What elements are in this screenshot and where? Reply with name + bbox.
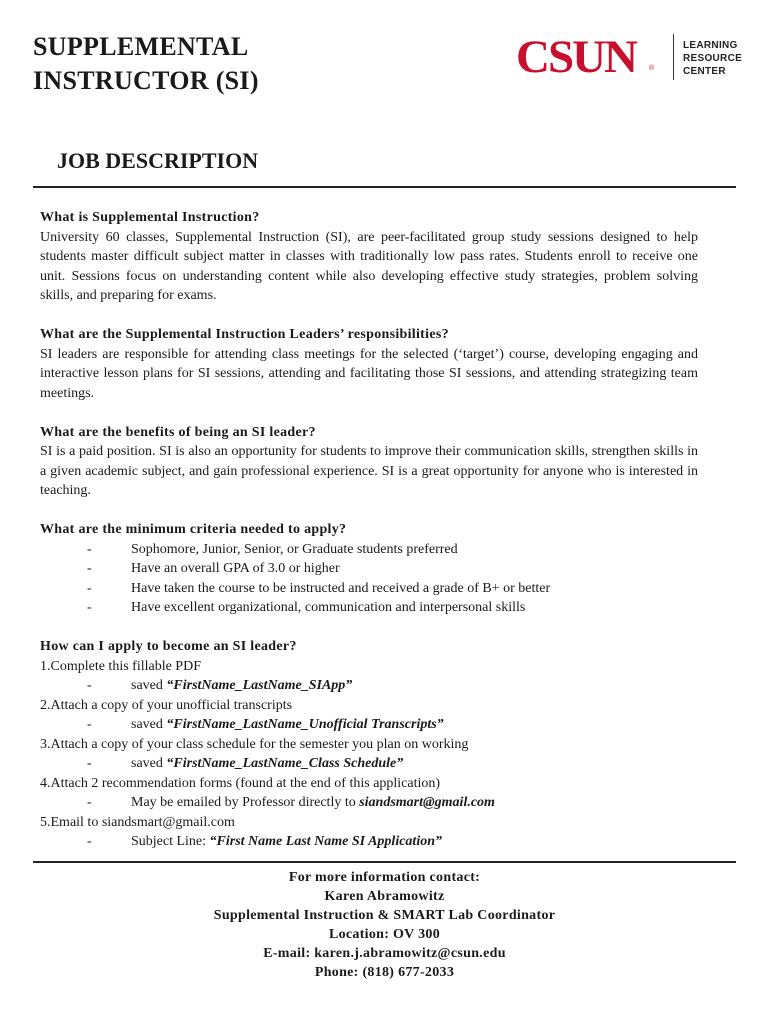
title-line-1: SUPPLEMENTAL <box>33 32 249 61</box>
dash-bullet: - <box>87 678 92 693</box>
what-is-section <box>40 208 698 306</box>
apply-step-detail <box>40 754 698 774</box>
apply-step-detail <box>40 715 698 735</box>
question-heading: What are the benefits of being an SI leader? <box>40 424 316 440</box>
logo-sub-line: CENTER <box>683 66 726 77</box>
logo-sub-line: RESOURCE <box>683 53 743 64</box>
list-item <box>40 579 698 599</box>
responsibilities-section <box>40 325 698 403</box>
email-link[interactable]: siandsmart@gmail.com <box>359 795 495 810</box>
job-description-body <box>40 208 698 871</box>
answer-paragraph: SI is a paid position. SI is also an opportunity for students to improve their communication skills, strengthen skills in a given academic subject, and gain professional experience. SI is a great opportunity for anyone who is interested in teaching. <box>40 444 698 498</box>
apply-step: 5.Email to siandsmart@gmail.com <box>40 814 235 830</box>
apply-step: 2.Attach a copy of your unofficial transcripts <box>40 697 293 713</box>
contact-heading: For more information contact: <box>288 870 481 885</box>
question-heading: What are the Supplemental Instruction Leaders’ responsibilities? <box>40 327 449 342</box>
apply-section <box>40 637 698 852</box>
logo-brand: CSUN <box>516 31 636 83</box>
answer-paragraph: University 60 classes, Supplemental Instruction (SI), are peer-facilitated group study sessions designed to help students master difficult subject matter in classes with traditionally low pass rates. Students enroll to receive one unit. Sessions focus on understanding content while also developing effective study strategies, problem solving skills, and preparing for exams. <box>40 229 698 303</box>
bottom-divider <box>33 861 736 863</box>
logo-divider <box>673 34 674 80</box>
contact-location: Location: OV 300 <box>328 927 441 942</box>
list-item <box>40 559 698 579</box>
question-heading: What is Supplemental Instruction? <box>40 210 260 225</box>
list-item-text: Have excellent organizational, communication and interpersonal skills <box>131 600 526 615</box>
contact-role: Supplemental Instruction & SMART Lab Coordinator <box>213 908 556 923</box>
dash-bullet: - <box>87 561 92 576</box>
logo-subtitle <box>683 39 742 78</box>
file-name: “FirstName_LastName_SIApp” <box>166 678 353 693</box>
detail-prefix: saved <box>131 756 167 771</box>
detail-prefix: saved <box>131 678 167 693</box>
contact-phone: Phone: (818) 677-2033 <box>314 965 455 980</box>
detail-prefix: Subject Line: <box>131 834 210 849</box>
dash-bullet: - <box>87 795 92 810</box>
list-item-text: Have an overall GPA of 3.0 or higher <box>131 561 340 576</box>
dash-bullet: - <box>87 756 92 771</box>
dash-bullet: - <box>87 717 92 732</box>
top-divider <box>33 186 736 188</box>
apply-step: 3.Attach a copy of your class schedule for the semester you plan on working <box>40 736 469 752</box>
dash-bullet: - <box>87 600 92 615</box>
apply-step-detail <box>40 793 698 813</box>
benefits-section <box>40 423 698 501</box>
file-name: “FirstName_LastName_Class Schedule” <box>166 756 404 771</box>
logo-registered-mark: ® <box>649 65 655 72</box>
contact-email[interactable]: E-mail: karen.j.abramowitz@csun.edu <box>263 946 506 961</box>
criteria-list <box>40 540 698 618</box>
answer-paragraph: SI leaders are responsible for attending class meetings for the selected (‘target’) course, developing engaging and interactive lesson plans for SI sessions, attending and facilitating those SI sessions, and attending strategizing team meetings. <box>40 346 698 401</box>
dash-bullet: - <box>87 834 92 849</box>
list-item-text: Have taken the course to be instructed and received a grade of B+ or better <box>131 580 551 596</box>
subject-line: “First Name Last Name SI Application” <box>209 834 442 849</box>
question-heading: How can I apply to become an SI leader? <box>40 639 297 654</box>
contact-name: Karen Abramowitz <box>324 889 445 904</box>
document-title <box>33 30 259 98</box>
detail-prefix: May be emailed by Professor directly to <box>131 795 360 810</box>
detail-prefix: saved <box>131 717 167 732</box>
dash-bullet: - <box>87 541 92 557</box>
list-item <box>40 598 698 618</box>
apply-step-detail <box>40 676 698 696</box>
dash-bullet: - <box>87 580 92 596</box>
criteria-section <box>40 520 698 618</box>
question-heading: What are the minimum criteria needed to apply? <box>40 522 347 537</box>
apply-step: 1.Complete this fillable PDF <box>40 658 201 674</box>
apply-step-detail <box>40 832 698 852</box>
list-item-text: Sophomore, Junior, Senior, or Graduate students preferred <box>131 541 458 557</box>
list-item <box>40 540 698 560</box>
apply-step: 4.Attach 2 recommendation forms (found at the end of this application) <box>40 775 441 791</box>
section-heading: JOB DESCRIPTION <box>57 148 259 173</box>
logo-sub-line: LEARNING <box>683 40 738 51</box>
contact-block <box>33 868 736 982</box>
file-name: “FirstName_LastName_Unofficial Transcripts” <box>166 717 444 732</box>
title-line-2: INSTRUCTOR (SI) <box>33 66 259 95</box>
